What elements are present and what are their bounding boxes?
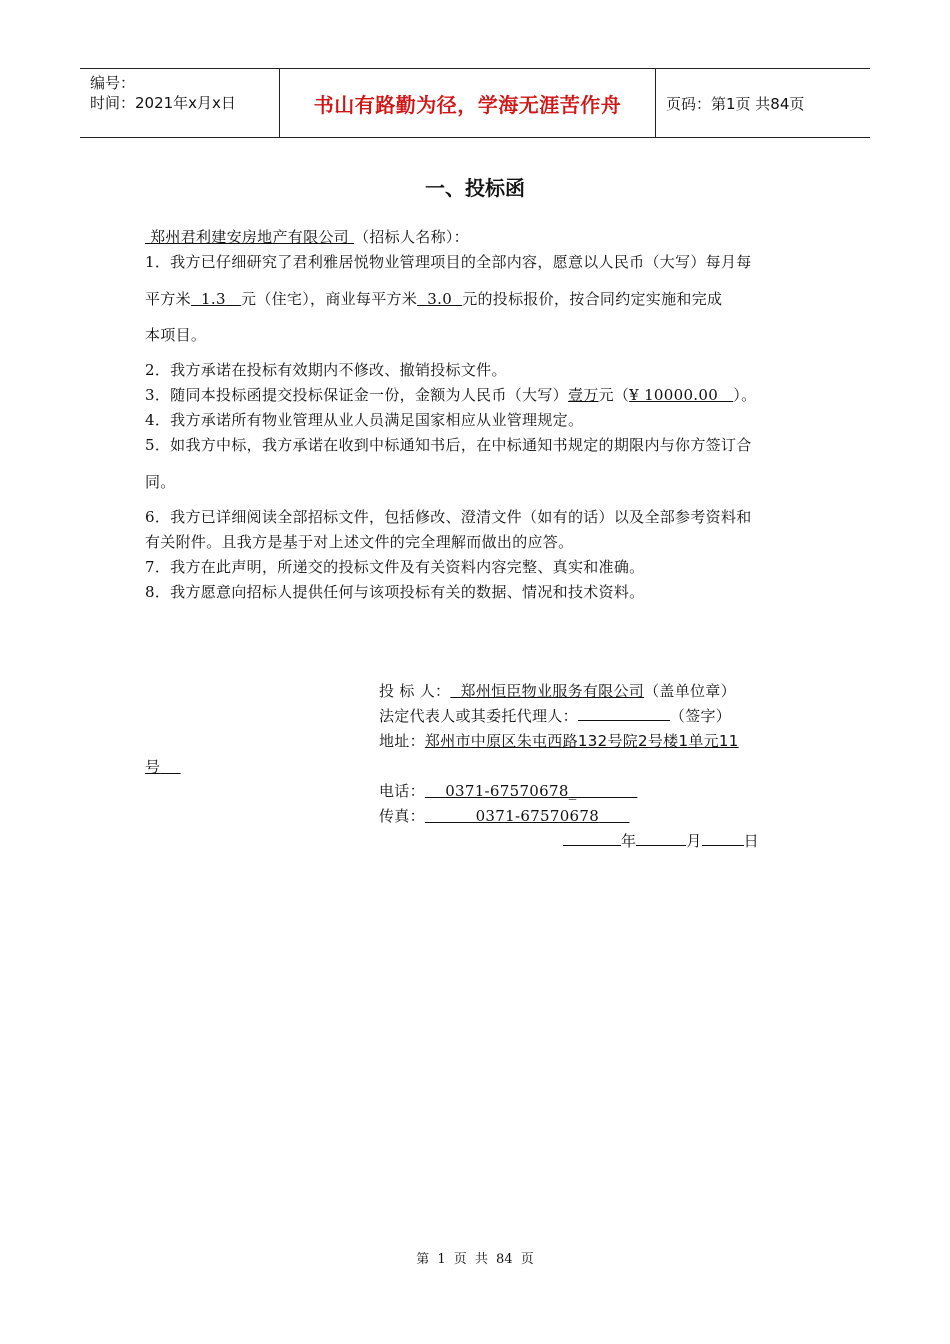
page-footer: 第 1 页 共 84 页	[416, 1252, 534, 1267]
paragraph-5b: 同。	[145, 473, 176, 491]
recipient-name: 郑州君利建安房地产有限公司	[150, 228, 349, 246]
address-line: 地址：郑州市中原区朱屯西路132号院2号楼1单元11	[379, 732, 739, 750]
representative-line: 法定代表人或其委托代理人： （签字）	[379, 707, 732, 725]
header-page-label: 页码：第1页 共84页	[666, 94, 805, 113]
paragraph-2: 2．我方承诺在投标有效期内不修改、撤销投标文件。	[145, 361, 507, 379]
paragraph-1a: 1．我方已仔细研究了君利雅居悦物业管理项目的全部内容，愿意以人民币（大写）每月每	[145, 253, 752, 271]
month-blank	[636, 831, 686, 846]
paragraph-1b: 平方米 1.3 元（住宅），商业每平方米 3.0 元的投标报价，按合同约定实施和完成	[145, 290, 723, 308]
signature-blank	[578, 706, 670, 721]
paragraph-1c: 本项目。	[145, 326, 207, 344]
header-motto: 书山有路勤为径，学海无涯苦作舟	[280, 69, 656, 137]
bidder-line: 投 标 人： 郑州恒臣物业服务有限公司（盖单位章）	[379, 682, 736, 700]
recipient-line	[145, 226, 469, 247]
bidder-name: 郑州恒臣物业服务有限公司	[460, 682, 645, 700]
day-blank	[702, 831, 744, 846]
header-table	[80, 68, 870, 138]
deposit-amount: ¥ 10000.00	[629, 386, 719, 404]
year-blank	[563, 831, 621, 846]
time-label: 时间：2021年x月x日	[90, 94, 236, 112]
page-title: 一、投标函	[425, 176, 525, 200]
number-label: 编号：	[90, 74, 136, 92]
paragraph-6a: 6．我方已详细阅读全部招标文件，包括修改、澄清文件（如有的话）以及全部参考资料和	[145, 508, 752, 526]
phone-value: 0371-67570678_	[445, 782, 638, 800]
commercial-price: 3.0	[427, 290, 453, 308]
paragraph-4: 4．我方承诺所有物业管理从业人员满足国家相应从业管理规定。	[145, 411, 584, 429]
address-value: 郑州市中原区朱屯西路132号院2号楼1单元11	[424, 732, 739, 750]
paragraph-3: 3．随同本投标函提交投标保证金一份，金额为人民币（大写）壹万元（¥ 10000.00 ）。	[145, 386, 757, 404]
date-line: 年 月 日	[563, 830, 759, 851]
header-meta	[80, 69, 280, 137]
paragraph-8: 8．我方愿意向招标人提供任何与该项投标有关的数据、情况和技术资料。	[145, 583, 645, 601]
address-continuation: 号	[145, 758, 161, 776]
paragraph-7: 7．我方在此声明，所递交的投标文件及有关资料内容完整、真实和准确。	[145, 558, 645, 576]
recipient-suffix: （招标人名称）：	[354, 228, 469, 246]
residential-price: 1.3	[201, 290, 226, 308]
paragraph-6b: 有关附件。且我方是基于对上述文件的完全理解而做出的应答。	[145, 533, 574, 551]
paragraph-5a: 5．如我方中标，我方承诺在收到中标通知书后，在中标通知书规定的期限内与你方签订合	[145, 436, 752, 454]
fax-line: 传真： 0371-67570678	[379, 805, 630, 826]
fax-value: 0371-67570678	[475, 807, 600, 825]
phone-line: 电话： 0371-67570678_	[379, 782, 638, 800]
deposit-upper: 壹万	[567, 386, 599, 404]
